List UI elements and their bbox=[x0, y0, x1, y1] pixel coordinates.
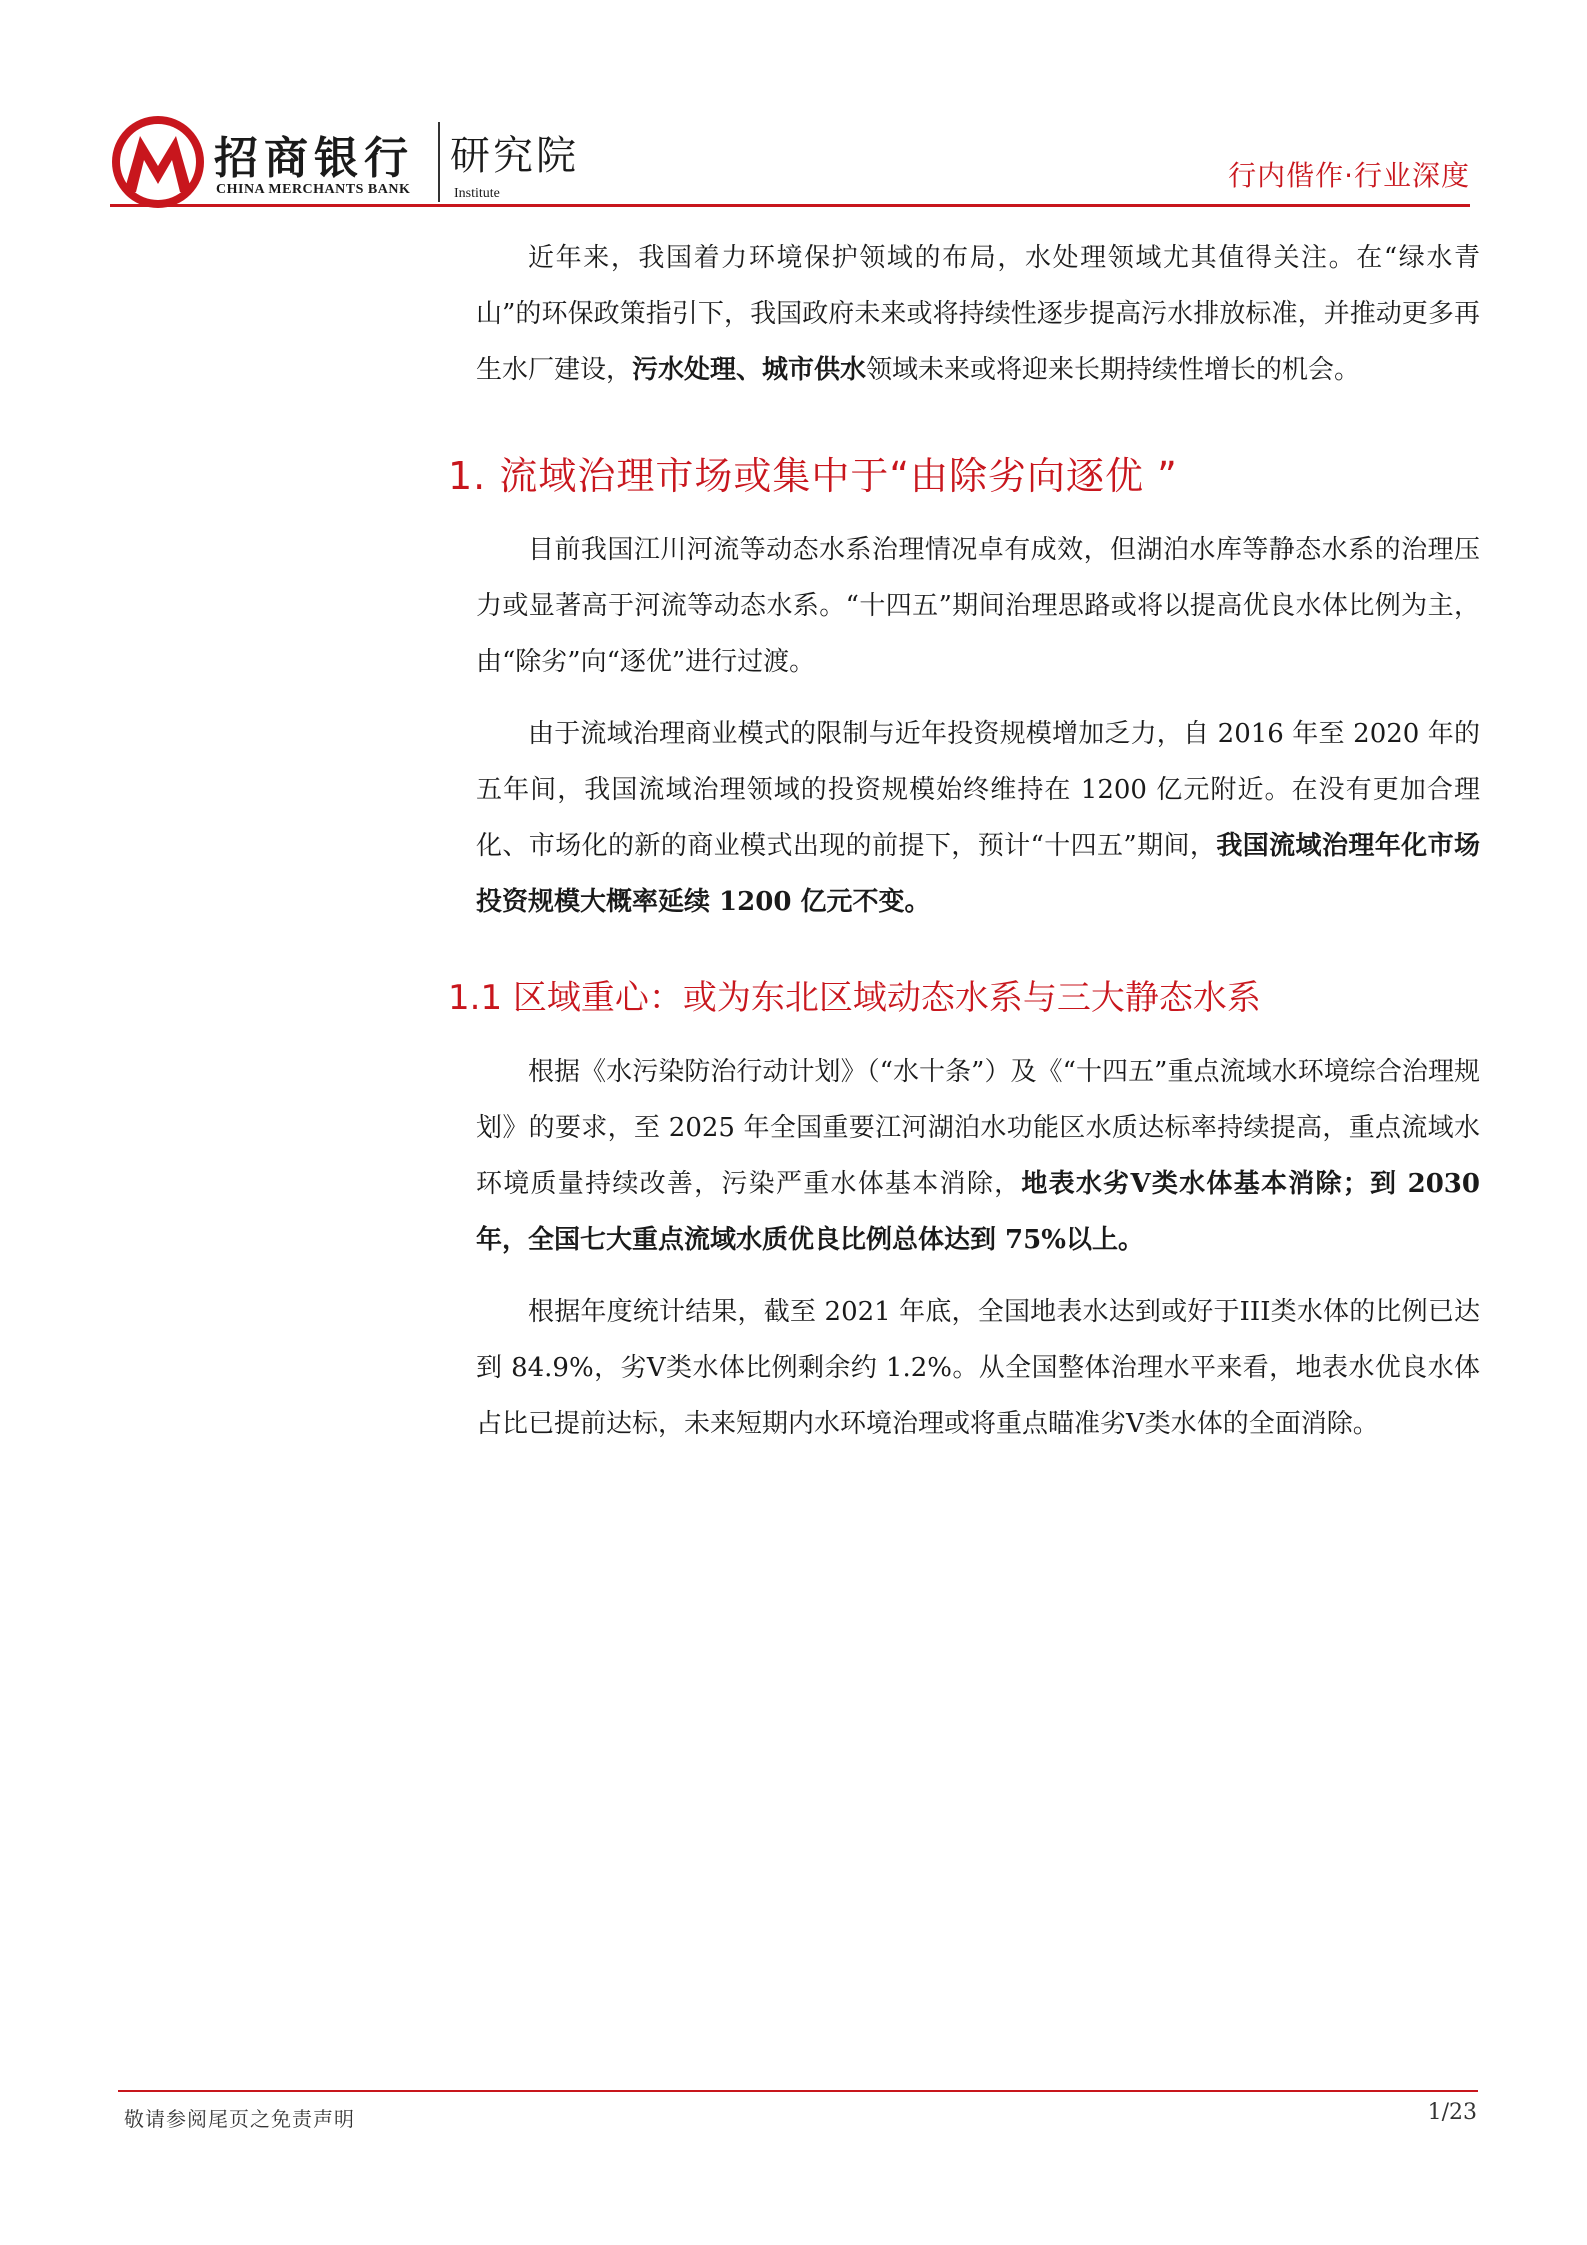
institute-name-en: Institute bbox=[454, 186, 500, 201]
page-number: 1/23 bbox=[1427, 2100, 1477, 2125]
footer-disclaimer: 敬请参阅尾页之免责声明 bbox=[124, 2107, 355, 2131]
footer-divider bbox=[118, 2090, 1478, 2092]
section-1-paragraph-1: 目前我国江川河流等动态水系治理情况卓有成效，但湖泊水库等静态水系的治理压力或显著高于河流等动态水系。“十四五”期间治理思路或将以提高优良水体比例为主，由“除劣”向“逐优”进行过渡。 bbox=[476, 535, 1480, 677]
header-divider bbox=[110, 204, 1470, 207]
section-1-1-highlight: 地表水劣Ⅴ类水体基本消除；到 2030 年，全国七大重点流域水质优良比例总体达到 75%以上。 bbox=[476, 1169, 1480, 1255]
section-1-paragraph-2: 由于流域治理商业模式的限制与近年投资规模增加乏力，自 2016 年至 2020 年的五年间，我国流域治理领域的投资规模始终维持在 1200 亿元附近。在没有更加合理化、市场化的新的商业模式出现的前提下，预计“十四五”期间，我国流域治理年化市场投资规模大概率延续 1200 亿元不变。 bbox=[476, 719, 1480, 917]
bank-name-cn: 招商银行 bbox=[214, 133, 414, 184]
intro-highlight: 污水处理、城市供水 bbox=[632, 355, 867, 385]
page-header bbox=[110, 110, 1470, 208]
report-category-tag: 行内偕作·行业深度 bbox=[1228, 159, 1470, 192]
intro-paragraph: 近年来，我国着力环境保护领域的布局，水处理领域尤其值得关注。在“绿水青山”的环保政策指引下，我国政府未来或将持续性逐步提高污水排放标准，并推动更多再生水厂建设，污水处理、城市供水领域未来或将迎来长期持续性增长的机会。 bbox=[476, 243, 1480, 385]
cmb-logo-icon bbox=[110, 114, 206, 210]
institute-name-cn: 研究院 bbox=[450, 133, 579, 179]
section-1-heading: 1. 流域治理市场或集中于“由除劣向逐优 ” bbox=[448, 454, 1178, 498]
logo-divider bbox=[438, 122, 440, 202]
section-1-1-paragraph-2: 根据年度统计结果，截至 2021 年底，全国地表水达到或好于III类水体的比例已达到 84.9%，劣Ⅴ类水体比例剩余约 1.2%。从全国整体治理水平来看，地表水优良水体占比已提前达标，未来短期内水环境治理或将重点瞄准劣Ⅴ类水体的全面消除。 bbox=[476, 1297, 1480, 1439]
section-1-1-paragraph-1: 根据《水污染防治行动计划》（“水十条”）及《“十四五”重点流域水环境综合治理规划》的要求，至 2025 年全国重要江河湖泊水功能区水质达标率持续提高，重点流域水环境质量持续改善，污染严重水体基本消除，地表水劣Ⅴ类水体基本消除；到 2030 年，全国七大重点流域水质优良比例总体达到 75%以上。 bbox=[476, 1057, 1480, 1255]
document-body bbox=[448, 230, 1480, 1468]
section-1-1-heading: 1.1 区域重心：或为东北区域动态水系与三大静态水系 bbox=[448, 978, 1261, 1018]
bank-name-en: CHINA MERCHANTS BANK bbox=[216, 182, 411, 197]
section-1-highlight: 我国流域治理年化市场投资规模大概率延续 1200 亿元不变。 bbox=[476, 831, 1480, 917]
